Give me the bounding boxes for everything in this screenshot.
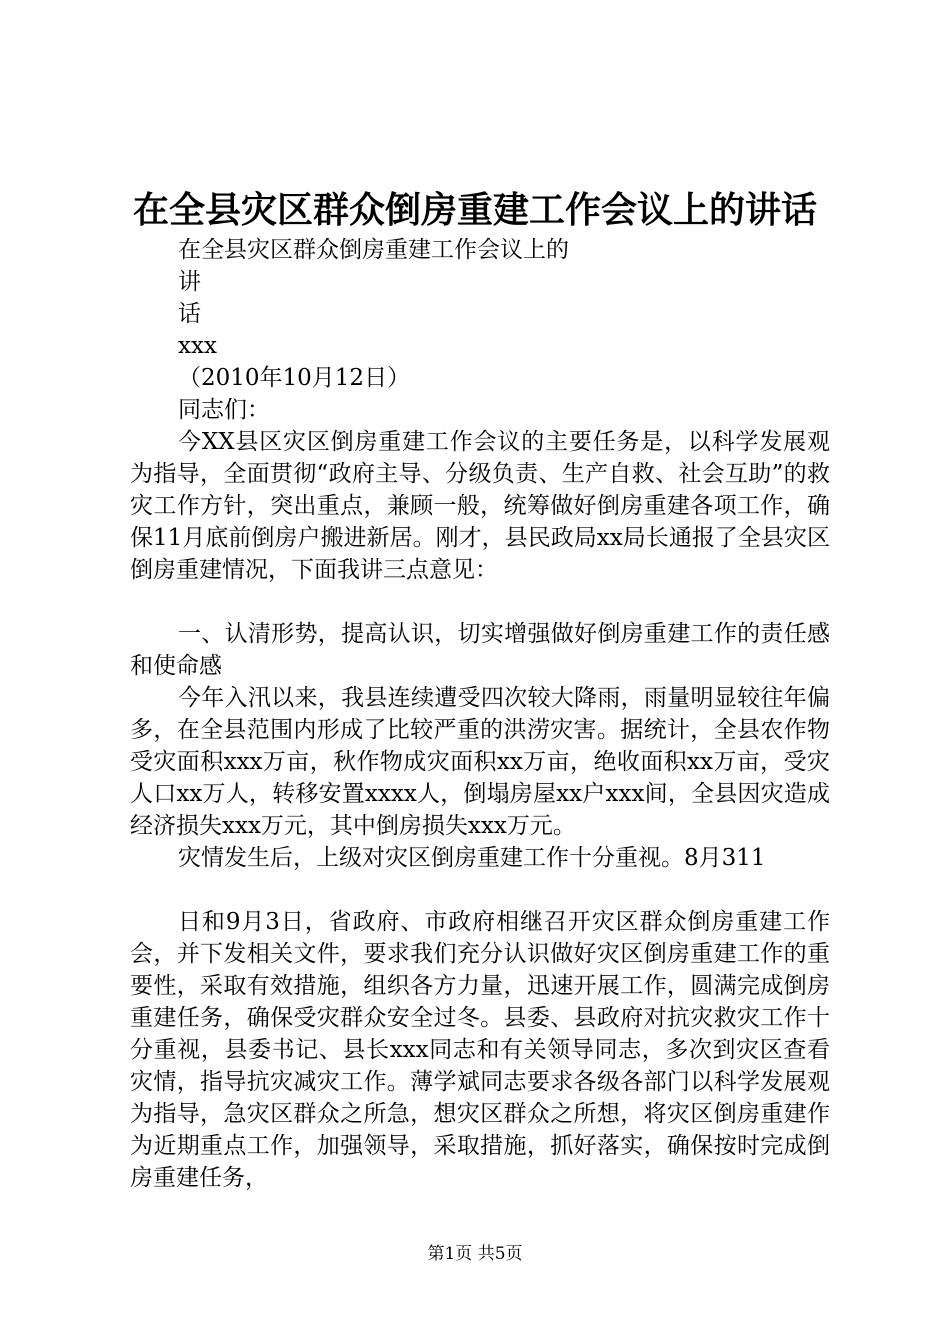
section-heading-1: 一、认清形势，提高认识，切实增强做好倒房重建工作的责任感和使命感	[130, 621, 830, 679]
spacer	[130, 874, 830, 906]
author-line: xxx	[178, 333, 217, 359]
paragraph-response-continued: 日和9月3日，省政府、市政府相继召开灾区群众倒房重建工作会，并下发相关文件，要求我们充分认识做好灾区倒房重建工作的重要性，采取有效措施，组织各方力量，迅速开展工作，圆满完成倒房重建任务，确保受灾群众安全过冬。县委、县政府对抗灾救灾工作十分重视，县委书记、县长xxx同志和有关领导同志，多次到灾区查看灾情，指导抗灾减灾工作。薄学斌同志要求各级各部门以科学发展观为指导，急灾区群众之所急，想灾区群众之所想，将灾区倒房重建作为近期重点工作，加强领导，采取措施，抓好落实，确保按时完成倒房重建任务，	[130, 909, 830, 1191]
paragraph-disaster-stats: 今年入汛以来，我县连续遭受四次较大降雨，雨量明显较往年偏多，在全县范围内形成了比较严重的洪涝灾害。据统计，全县农作物受灾面积xxx万亩，秋作物成灾面积xx万亩，绝收面积xx万亩，受灾人口xx万人，转移安置xxxx人，倒塌房屋xx户xxx间，全县因灾造成经济损失xxx万元，其中倒房损失xxx万元。	[130, 685, 830, 839]
paragraph-response-start: 灾情发生后，上级对灾区倒房重建工作十分重视。8月311	[178, 845, 766, 871]
date-line: （2010年10月12日）	[178, 365, 411, 391]
paragraph-intro: 今XX县区灾区倒房重建工作会议的主要任务是，以科学发展观为指导，全面贯彻“政府主导、分级负责、生产自救、社会互助”的救灾工作方针，突出重点，兼顾一般，统筹做好倒房重建各项工作，确保11月底前倒房户搬进新居。刚才，县民政局xx局长通报了全县灾区倒房重建情况，下面我讲三点意见：	[130, 429, 830, 583]
spacer	[130, 586, 830, 618]
document-body	[130, 234, 830, 1194]
subtitle-line: 在全县灾区群众倒房重建工作会议上的	[178, 237, 569, 263]
document-title: 在全县灾区群众倒房重建工作会议上的讲话	[132, 189, 817, 231]
page-footer: 第1页 共5页	[427, 1244, 523, 1264]
salutation: 同志们：	[178, 397, 270, 423]
subtitle-char-1: 讲	[178, 269, 201, 295]
subtitle-char-2: 话	[178, 301, 201, 327]
